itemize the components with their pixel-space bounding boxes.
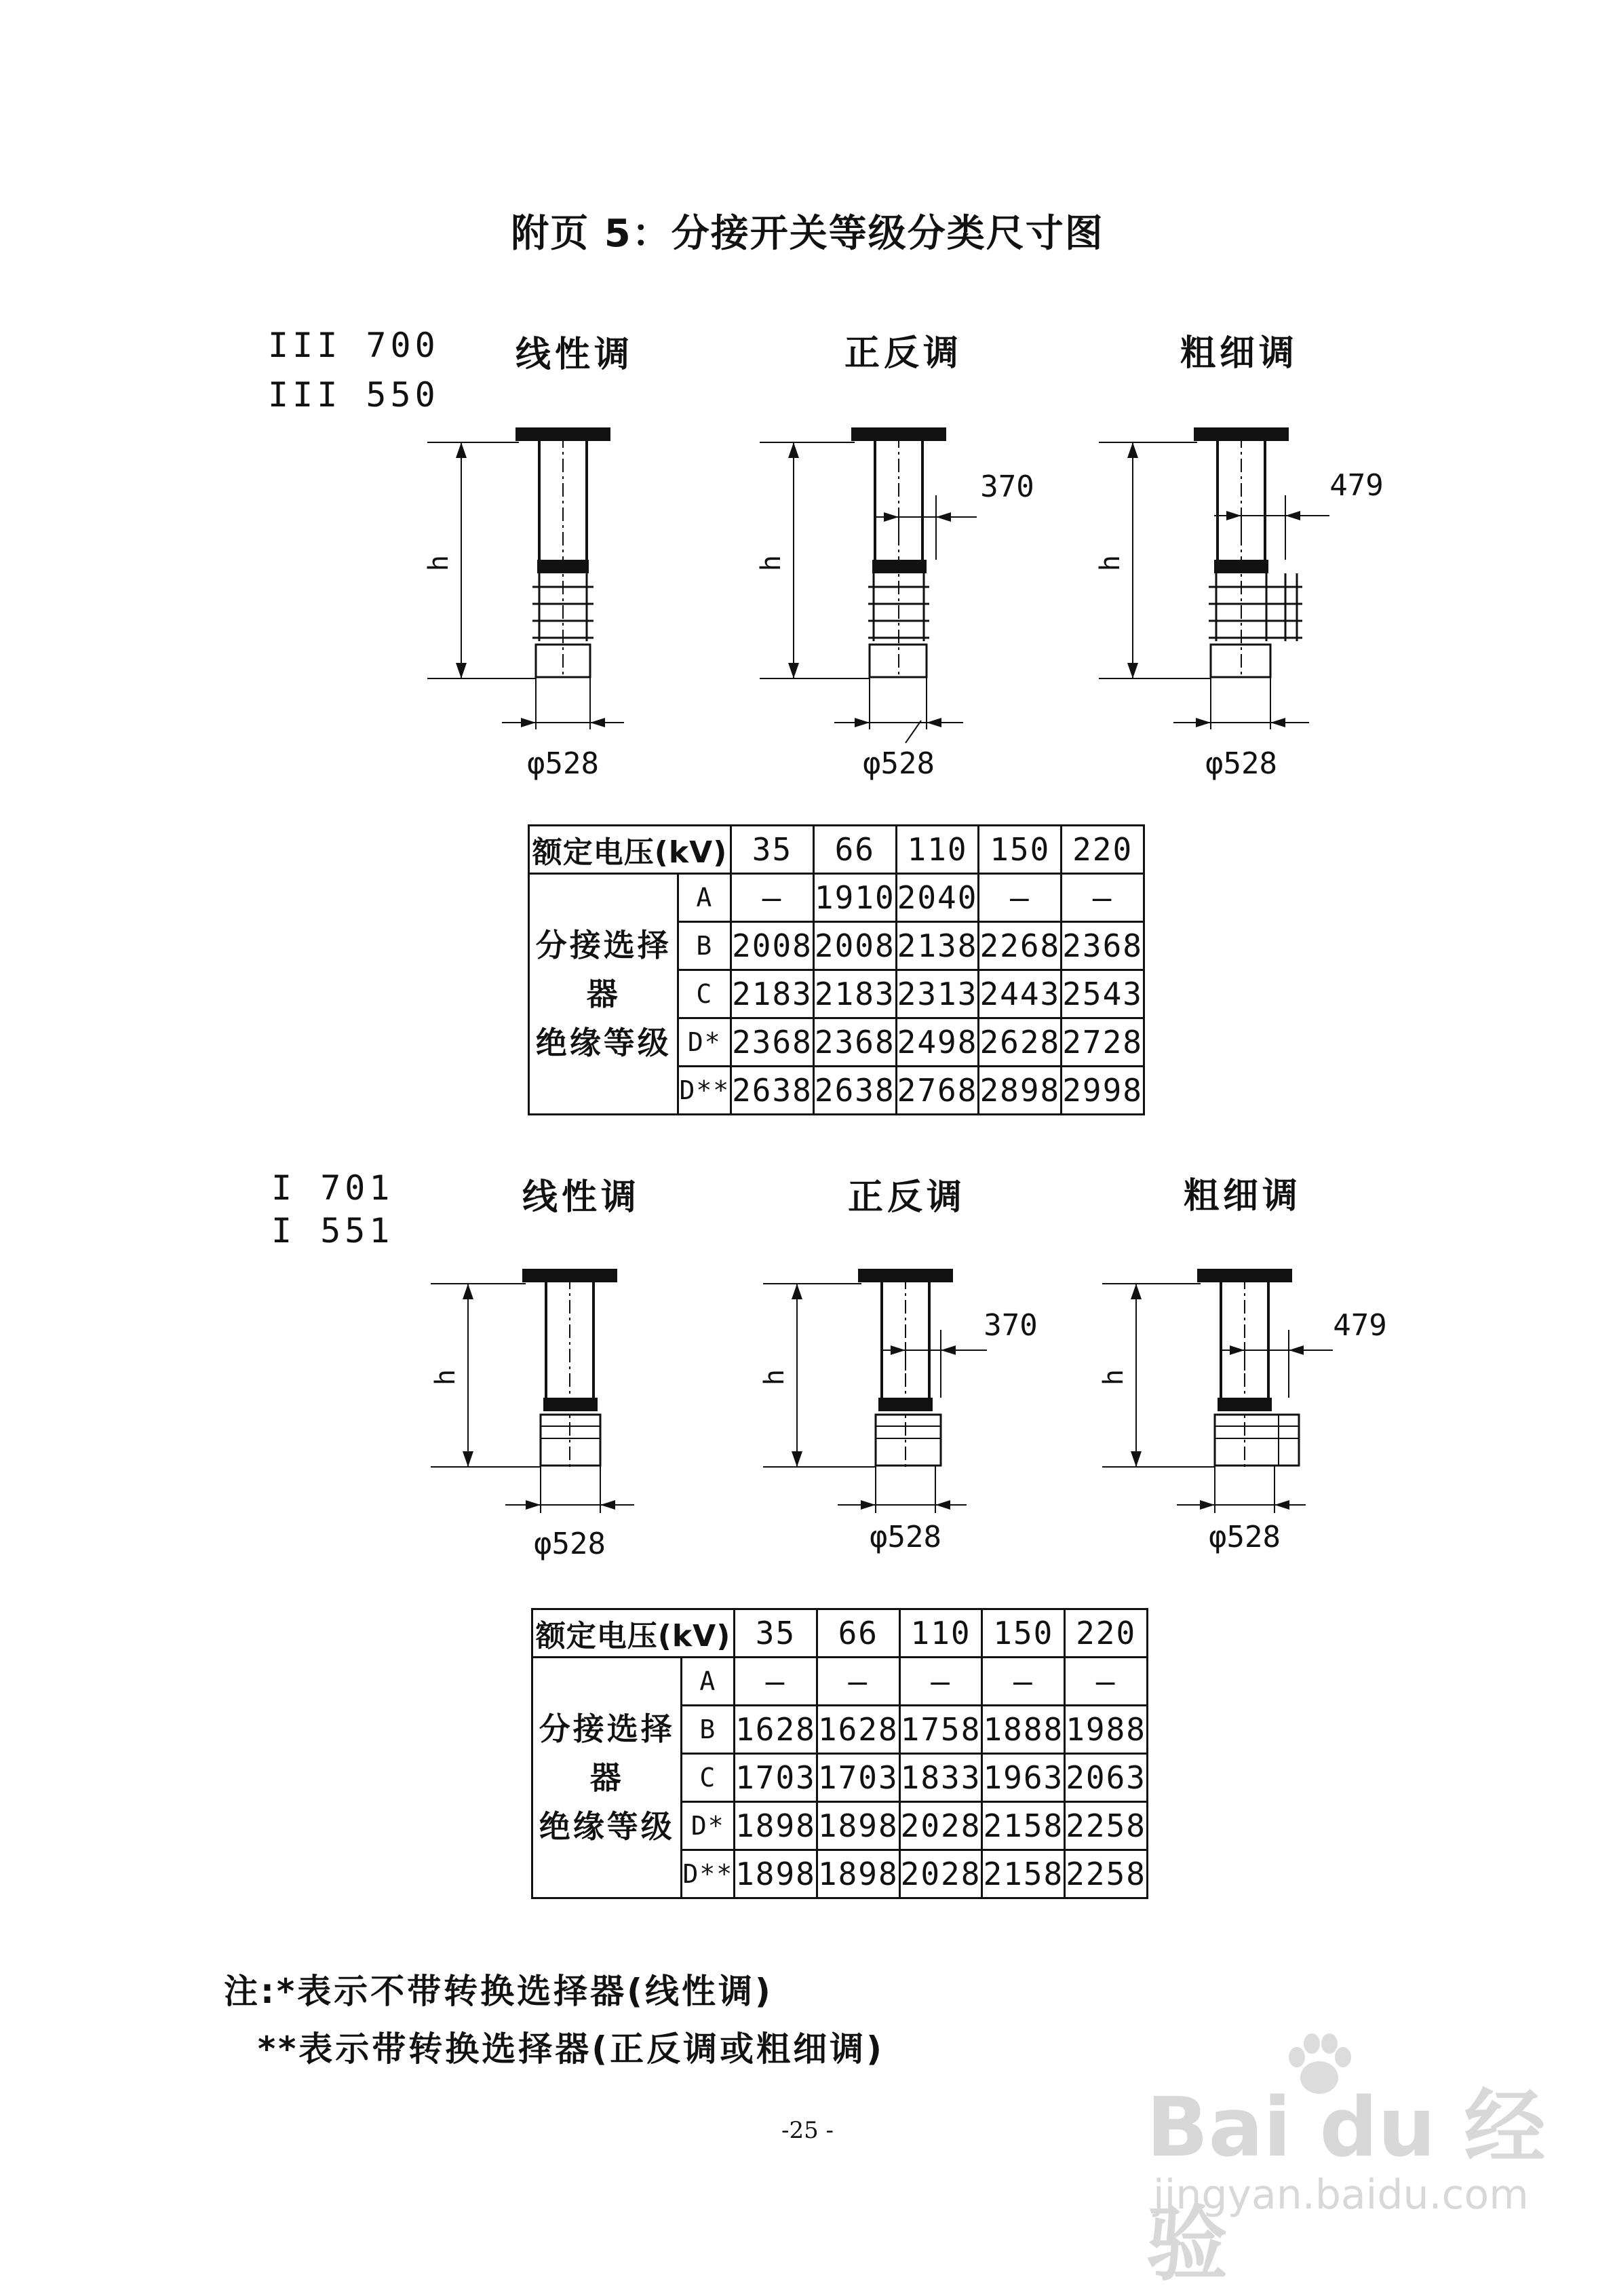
table-cell: 1833 <box>899 1754 982 1802</box>
table-cell: 2028 <box>899 1802 982 1850</box>
dim-h: h <box>1095 554 1126 572</box>
row-title-line1: 分接选择器 <box>535 927 672 1012</box>
dim-diameter: φ528 <box>534 1527 606 1561</box>
table-cell: 2258 <box>1065 1802 1148 1850</box>
dim-diameter: φ528 <box>870 1520 941 1554</box>
note-line-1: 注:*表示不带转换选择器(线性调) <box>224 1972 773 2011</box>
table-cell: 2768 <box>896 1067 979 1115</box>
diagram-label-reversing: 正反调 <box>848 1177 967 1218</box>
class-cell: A <box>682 1658 735 1706</box>
table-cell: — <box>982 1658 1065 1706</box>
table-cell: 2498 <box>896 1018 979 1067</box>
table-cell: 2040 <box>896 874 979 922</box>
dim-h: h <box>430 1369 461 1386</box>
table-cell: 1988 <box>1065 1706 1148 1754</box>
page-number: -25 - <box>781 2117 834 2144</box>
voltage-cell: 110 <box>896 826 979 874</box>
voltage-cell: 35 <box>735 1609 817 1658</box>
class-cell: B <box>678 922 731 970</box>
table-cell: 1910 <box>813 874 896 922</box>
table-cell: 2183 <box>813 970 896 1018</box>
table-cell: 1898 <box>817 1802 899 1850</box>
table-cell: — <box>899 1658 982 1706</box>
class-cell: D* <box>682 1802 735 1850</box>
table-cell: — <box>817 1658 899 1706</box>
voltage-cell: 66 <box>817 1609 899 1658</box>
class-cell: D** <box>682 1850 735 1898</box>
diagram-label-coarse-fine: 粗细调 <box>1184 1176 1302 1217</box>
dim-h: h <box>1098 1369 1129 1386</box>
table-cell: — <box>735 1658 817 1706</box>
model-label: III 550 <box>268 375 440 415</box>
page-title: 附页 5：分接开关等级分类尺寸图 <box>511 212 1104 256</box>
table-cell: 2158 <box>982 1850 1065 1898</box>
table-cell: 2998 <box>1062 1067 1144 1115</box>
table-cell: 1703 <box>735 1754 817 1802</box>
table-cell: 2728 <box>1062 1018 1144 1067</box>
dim-h: h <box>756 554 787 572</box>
table-cell: — <box>731 874 814 922</box>
note-line-2: **表示带转换选择器(正反调或粗细调) <box>258 2029 884 2069</box>
table-cell: 1963 <box>982 1754 1065 1802</box>
diagram-coarse-fine-short <box>1082 1248 1401 1574</box>
diagram-coarse-fine <box>1078 407 1397 787</box>
model-label: I 701 <box>271 1168 394 1208</box>
diagram-label-coarse-fine: 粗细调 <box>1180 333 1299 374</box>
table-cell: 2063 <box>1065 1754 1148 1802</box>
diagram-label-linear: 线性调 <box>515 334 634 375</box>
diagram-label-linear: 线性调 <box>522 1177 641 1218</box>
diagram-reversing <box>739 407 1051 787</box>
voltage-cell: 220 <box>1065 1609 1148 1658</box>
diagram-label-reversing: 正反调 <box>844 333 963 374</box>
model-label: I 551 <box>271 1211 394 1250</box>
dim-diameter: φ528 <box>1205 746 1277 781</box>
table-cell: 1703 <box>817 1754 899 1802</box>
table-cell: 2638 <box>813 1067 896 1115</box>
table-cell: 2638 <box>731 1067 814 1115</box>
dim-diameter: φ528 <box>863 746 935 781</box>
voltage-cell: 150 <box>979 826 1062 874</box>
table-cell: 2158 <box>982 1802 1065 1850</box>
class-cell: D** <box>678 1067 731 1115</box>
table-cell: — <box>979 874 1062 922</box>
diagram-reversing-short <box>743 1248 1055 1574</box>
voltage-cell: 35 <box>731 826 814 874</box>
watermark-brand: Bai du 经验 <box>1146 2081 1546 2292</box>
class-cell: A <box>678 874 731 922</box>
table-cell: 1758 <box>899 1706 982 1754</box>
diagram-linear <box>407 407 665 787</box>
dim-479: 479 <box>1329 468 1384 503</box>
table-cell: 1628 <box>735 1706 817 1754</box>
dim-diameter: φ528 <box>527 746 599 781</box>
row-title <box>529 874 678 1115</box>
row-title-line2: 绝缘等级 <box>539 1808 675 1845</box>
table-cell: 1898 <box>735 1802 817 1850</box>
dim-479: 479 <box>1333 1308 1387 1343</box>
table-cell: 2028 <box>899 1850 982 1898</box>
table-cell: 2268 <box>979 922 1062 970</box>
voltage-cell: 66 <box>813 826 896 874</box>
class-cell: C <box>682 1754 735 1802</box>
table-cell: 2368 <box>1062 922 1144 970</box>
row-title <box>532 1658 682 1898</box>
class-cell: B <box>682 1706 735 1754</box>
spec-table-2 <box>531 1608 1148 1899</box>
class-cell: C <box>678 970 731 1018</box>
diagram-linear-short <box>410 1248 668 1574</box>
voltage-cell: 110 <box>899 1609 982 1658</box>
table-cell: 1628 <box>817 1706 899 1754</box>
dim-h: h <box>759 1369 790 1386</box>
table-cell: 2138 <box>896 922 979 970</box>
spec-table-1 <box>528 824 1145 1115</box>
dim-370: 370 <box>980 470 1034 504</box>
model-label: III 700 <box>268 326 440 365</box>
table-cell: 2258 <box>1065 1850 1148 1898</box>
table-cell: 2313 <box>896 970 979 1018</box>
table-cell: 2898 <box>979 1067 1062 1115</box>
table-cell: — <box>1062 874 1144 922</box>
dim-370: 370 <box>984 1308 1038 1343</box>
table-cell: 1898 <box>817 1850 899 1898</box>
table-cell: 2008 <box>731 922 814 970</box>
table-cell: 2368 <box>731 1018 814 1067</box>
table-cell: 2628 <box>979 1018 1062 1067</box>
class-cell: D* <box>678 1018 731 1067</box>
watermark-url: jingyan.baidu.com <box>1153 2171 1529 2219</box>
table-cell: 2183 <box>731 970 814 1018</box>
table-cell: 2368 <box>813 1018 896 1067</box>
table-cell: 2543 <box>1062 970 1144 1018</box>
row-title-line1: 分接选择器 <box>539 1710 675 1796</box>
table-cell: 2008 <box>813 922 896 970</box>
row-title-line2: 绝缘等级 <box>535 1025 672 1061</box>
voltage-cell: 220 <box>1062 826 1144 874</box>
dim-diameter: φ528 <box>1209 1520 1281 1554</box>
table-cell: 1888 <box>982 1706 1065 1754</box>
table-header-voltage: 额定电压(kV) <box>532 1609 735 1658</box>
table-header-voltage: 额定电压(kV) <box>529 826 731 874</box>
table-cell: — <box>1065 1658 1148 1706</box>
dim-h: h <box>423 554 454 572</box>
table-cell: 2443 <box>979 970 1062 1018</box>
table-cell: 1898 <box>735 1850 817 1898</box>
voltage-cell: 150 <box>982 1609 1065 1658</box>
